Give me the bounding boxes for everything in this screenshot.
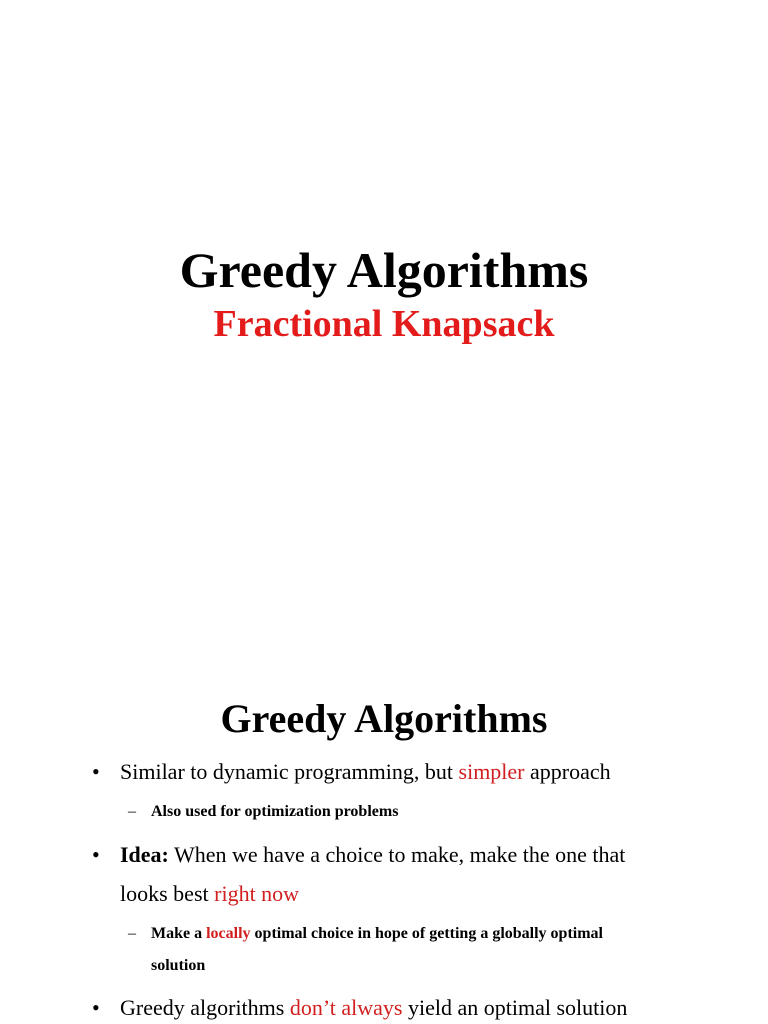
- bullet-1-text-end: approach: [524, 759, 611, 784]
- bullet-3: [120, 994, 627, 1022]
- sub-bullet-2-text: Make a: [151, 925, 207, 942]
- slide1-title: Greedy Algorithms: [179, 242, 589, 298]
- bullet-2-line-1: [120, 841, 625, 869]
- bullet-2-text: When we have a choice to make, make the one that: [168, 842, 626, 867]
- bullet-2-line-2: [120, 880, 299, 908]
- sub-bullet-1: Also used for optimization problems: [151, 803, 399, 820]
- bullet-marker: •: [92, 995, 100, 1020]
- bullet-3-highlight: don’t always: [289, 995, 403, 1020]
- bullet-3-text: Greedy algorithms: [120, 995, 290, 1020]
- sub-bullet-2-line-1: [151, 923, 603, 945]
- sub-bullet-2-highlight: locally: [206, 925, 251, 942]
- slide2-title: Greedy Algorithms: [220, 696, 548, 741]
- bullet-2-text-line2: looks best: [120, 881, 215, 906]
- sub-bullet-marker: –: [128, 925, 136, 942]
- bullet-1-highlight: simpler: [458, 759, 525, 784]
- slide1-subtitle: Fractional Knapsack: [213, 303, 555, 345]
- bullet-2-highlight: right now: [214, 881, 300, 906]
- bullet-1-text: Similar to dynamic programming, but: [120, 759, 459, 784]
- bullet-1: [120, 758, 611, 786]
- bullet-marker: •: [92, 842, 100, 867]
- bullet-marker: •: [92, 759, 100, 784]
- sub-bullet-2-text-end: optimal choice in hope of getting a globally optimal: [250, 925, 603, 942]
- sub-bullet-marker: –: [128, 803, 136, 820]
- sub-bullet-2-line-2: solution: [151, 957, 206, 974]
- bullet-3-text-end: yield an optimal solution: [402, 995, 628, 1020]
- bullet-2-label: Idea:: [120, 842, 169, 867]
